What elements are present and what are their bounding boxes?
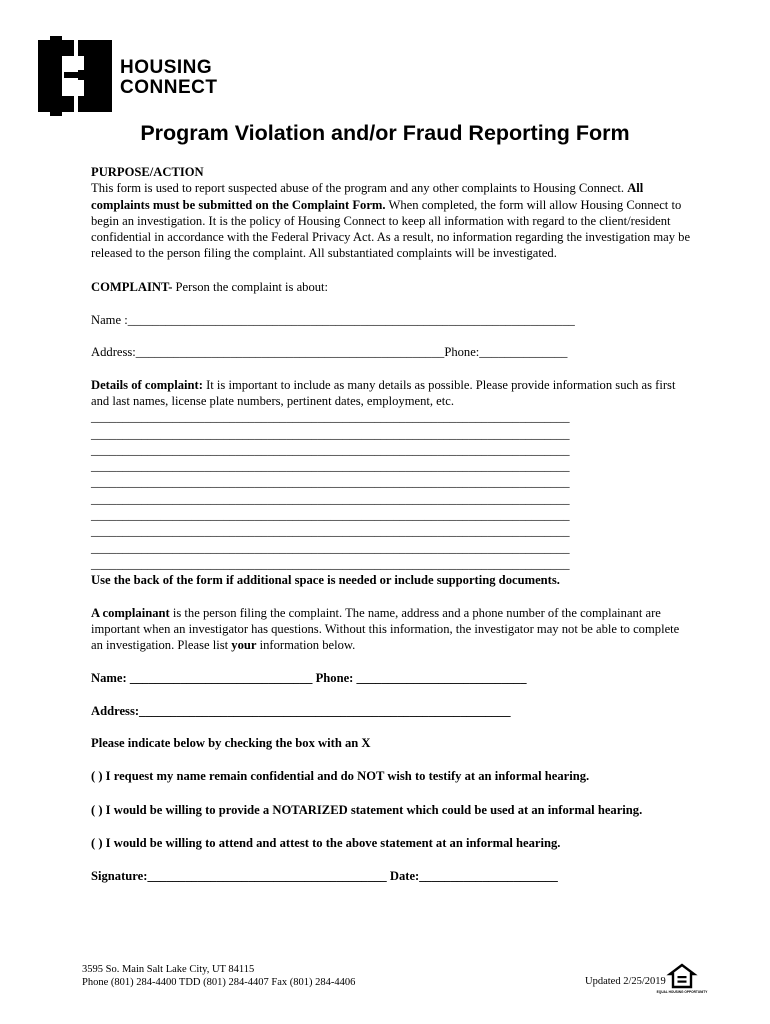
logo-word-connect: CONNECT (120, 77, 218, 98)
details-line[interactable]: ____________________________________________________________________________ (91, 491, 570, 506)
updated-date: Updated 2/25/2019 (585, 976, 666, 987)
footer-contact (82, 964, 355, 989)
complainant-your: your (231, 638, 257, 653)
purpose-paragraph (91, 180, 691, 261)
footer-phones: Phone (801) 284-4400 TDD (801) 284-4407 Fax (801) 284-4406 (82, 976, 356, 988)
purpose-text-1: This form is used to report suspected abuse of the program and any other complaints to Housing Connect. (91, 181, 625, 196)
checkbox-option-attend[interactable]: ( ) I would be willing to attend and attest to the above statement at an informal hearing. (91, 835, 561, 850)
details-label: Details of complaint: (91, 377, 203, 392)
complainant-text-1: is the person filing the complaint. The name, address and a phone number of the complainant are important when an investigator has questions. Without this information, the investigator may not be able to complete an investigation. Please list (91, 605, 680, 653)
footer-address: 3595 So. Main Salt Lake City, UT 84115 (82, 964, 255, 975)
details-line[interactable]: ____________________________________________________________________________ (91, 556, 570, 571)
equal-housing-opportunity-logo (656, 964, 708, 994)
housing-connect-mark-icon (38, 36, 114, 116)
equal-housing-house-icon (656, 964, 708, 994)
form-body (91, 164, 691, 885)
details-line[interactable]: ____________________________________________________________________________ (91, 442, 570, 457)
details-line[interactable]: ____________________________________________________________________________ (91, 426, 570, 441)
purpose-text-2: When completed, the form will allow Housing Connect to begin an investigation. It is the policy of Housing Connect to keep all information with regard to the client/resident confidential in accordance with the Federal Privacy Act. As a result, no information regarding the investigation may be released to the person filing the complaint. All substantiated complaints will be investigated. (91, 197, 691, 261)
details-note: Use the back of the form if additional space is needed or include supporting documents. (91, 573, 560, 588)
details-line[interactable]: ____________________________________________________________________________ (91, 459, 570, 474)
details-paragraph (91, 377, 691, 410)
complainant-paragraph (91, 605, 691, 654)
housing-connect-logo (38, 36, 218, 116)
complainant-address-field[interactable]: Address:___________________________________________________________ (91, 703, 511, 718)
details-text: It is important to include as many details as possible. Please provide information such as first and last names, license plate numbers, pertinent dates, employment, etc. (91, 377, 676, 408)
details-line[interactable]: ____________________________________________________________________________ (91, 410, 570, 425)
purpose-bold-text: All complaints must be submitted on the Complaint Form. (91, 181, 644, 212)
details-line[interactable]: ____________________________________________________________________________ (91, 524, 570, 539)
logo-word-housing: HOUSING (120, 57, 213, 78)
eho-label: EQUAL HOUSING OPPORTUNITY (656, 990, 708, 994)
complaint-heading (91, 279, 691, 295)
details-lines[interactable] (91, 409, 691, 572)
complainant-label: A complainant (91, 605, 170, 620)
page-title: Program Violation and/or Fraud Reporting Form (140, 121, 630, 145)
complainant-text-2: information below. (256, 638, 356, 653)
signature-date-field[interactable]: Signature:______________________________________ Date:______________________ (91, 869, 558, 884)
checkbox-option-confidential[interactable]: ( ) I request my name remain confidential and do NOT wish to testify at an informal hearing. (91, 769, 590, 784)
details-line[interactable]: ____________________________________________________________________________ (91, 508, 570, 523)
checkbox-instruction: Please indicate below by checking the box with an X (91, 736, 371, 751)
complaint-address-phone-field[interactable]: Address:_________________________________________________Phone:______________ (91, 345, 568, 360)
details-line[interactable]: ____________________________________________________________________________ (91, 475, 570, 490)
complaint-text: Person the complaint is about: (172, 279, 329, 294)
complaint-label: COMPLAINT- (91, 279, 173, 294)
purpose-heading: PURPOSE/ACTION (91, 165, 204, 179)
checkbox-option-notarized[interactable]: ( ) I would be willing to provide a NOTARIZED statement which could be used at an informal hearing. (91, 802, 643, 817)
complainant-name-phone-field[interactable]: Name: _____________________________ Phone: ___________________________ (91, 671, 527, 686)
complaint-name-field[interactable]: Name :_______________________________________________________________________ (91, 313, 575, 328)
details-line[interactable]: ____________________________________________________________________________ (91, 540, 570, 555)
